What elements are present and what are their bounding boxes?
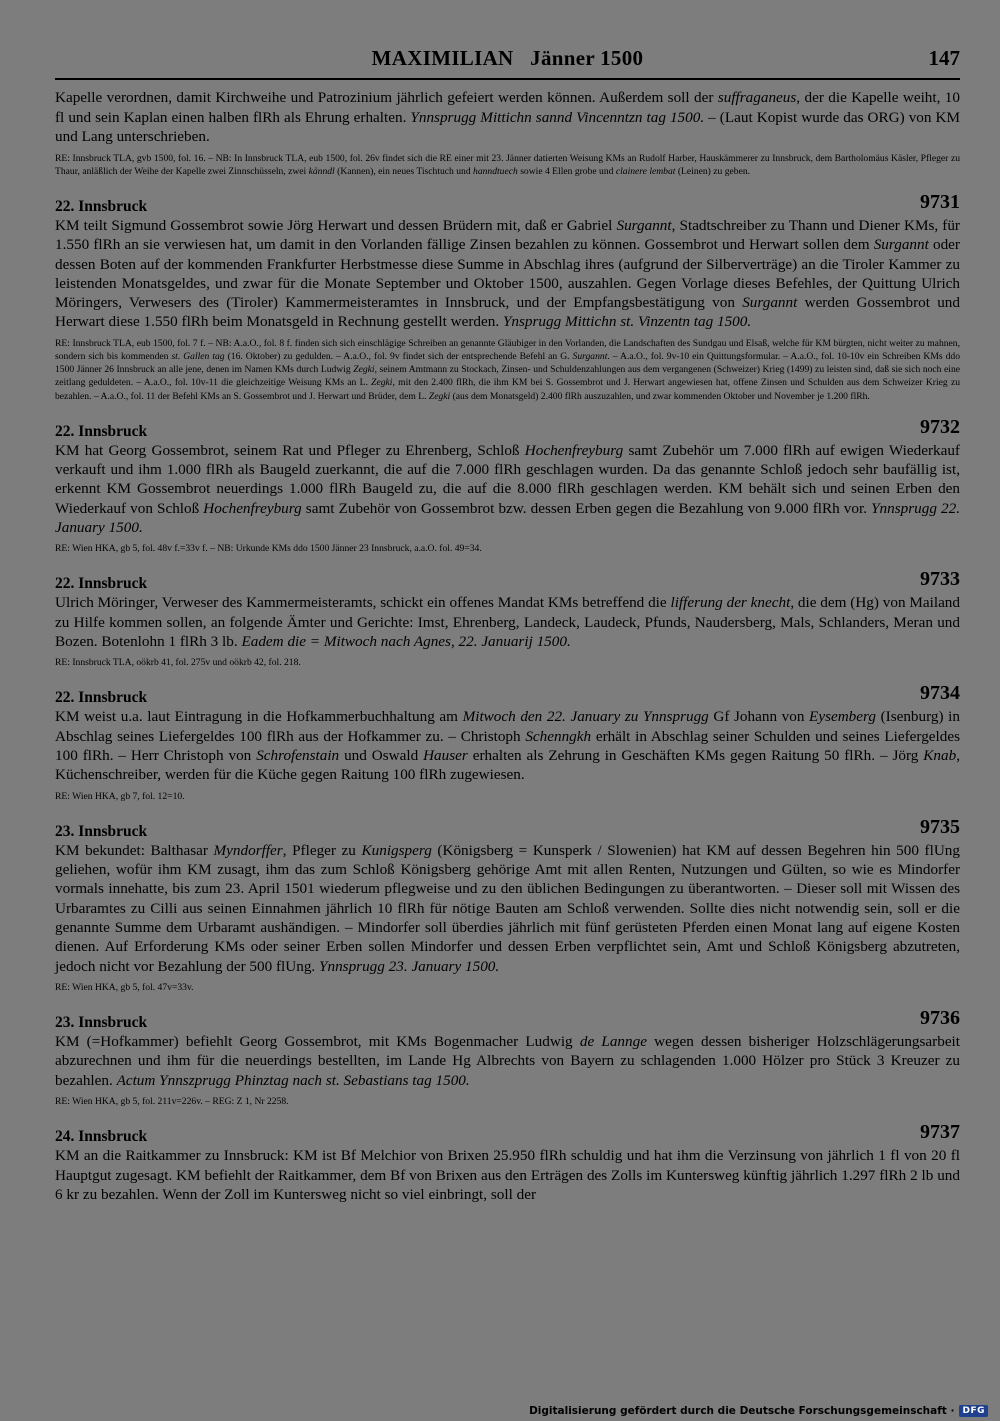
- italic-text: suffraganeus: [717, 89, 797, 106]
- text: erhält in Abschlag seiner Schulden und seines Liefergeldes 100 flRh. – Herr Christoph von: [55, 727, 960, 765]
- entry-number: 9733: [920, 568, 960, 591]
- entry-heading: [55, 415, 960, 441]
- italic-text: clainere lembat: [615, 165, 676, 177]
- text: werden Gossembrot und Herwart diese 1.550 flRh beim Monatsgeld in Rechnung gestellt werden.: [55, 294, 960, 331]
- entry-heading: [55, 1007, 960, 1032]
- italic-text: Schenngkh: [525, 727, 592, 745]
- text: KM bekundet: Balthasar: [55, 841, 214, 859]
- entry-number: 9735: [920, 815, 960, 838]
- entry-body: KM an die Raitkammer zu Innsbruck: KM ist Bf Melchior von Brixen 25.950 flRh schuldig und hat ihm die Verzinsung von jährlich 1 fl von 20 fl Hauptgut zugesagt. KM befiehlt der Raitkammer, dem Bf von Brixen aus den Erträgen des Zolls im Kuntersweg künftig jährlich 1.297 flRh 2 lb und 6 kr zu bezahlen. Wenn der Zoll im Kuntersweg nicht so viel einbringt, soll der: [55, 1147, 960, 1203]
- footer-credit: [529, 1405, 988, 1417]
- italic-text: Zegki: [428, 390, 451, 402]
- italic-text: Ynnsprugg 23. January 1500.: [319, 957, 500, 975]
- entry-reference: RE: Innsbruck TLA, oökrb 41, fol. 275v und oökrb 42, fol. 218.: [55, 657, 301, 669]
- italic-text: Surgannt: [616, 216, 672, 234]
- text: KM hat Georg Gossembrot, seinem Rat und Pfleger zu Ehrenberg, Schloß: [55, 441, 525, 459]
- dfg-logo-icon: DFG: [959, 1405, 988, 1417]
- italic-text: Eadem die = Mitwoch nach Agnes, 22. Januarij 1500.: [241, 632, 571, 650]
- text: sowie 4 Ellen grobe und: [517, 165, 616, 177]
- italic-text: känndl: [308, 165, 335, 177]
- entry-heading: [55, 815, 960, 841]
- italic-text: Myndorffer: [213, 841, 283, 859]
- italic-text: Hauser: [423, 747, 468, 765]
- text: , seinem Amtmann zu Stockach, Zinsen- und Schuldenzahlungen aus dem vergangenen (Schweizer) Krieg (1499) zu leisten sind, daß sie sich noch eine zeitlang geduldeten. – A.a.O., fol. 10v-11 die gleichzeitige Weisung KMs an L.: [55, 364, 960, 389]
- text: , Pfleger zu: [282, 841, 362, 859]
- entry-reference: RE: Wien HKA, gb 5, fol. 211v=226v. – REG: Z 1, Nr 2258.: [55, 1096, 289, 1108]
- intro-reference: [55, 152, 960, 178]
- entry-date-place: 23. Innsbruck: [55, 1014, 148, 1032]
- entry-9731: [55, 190, 961, 403]
- entry-body: [55, 841, 960, 976]
- italic-text: Surgannt: [572, 350, 608, 362]
- text: Gf Johann von: [708, 708, 810, 726]
- text: wegen dessen bisheriger Holzschlägerungsarbeit abzurechnen und ihm für die neuerdings bestellten, im Lande Hg Albrechts von Bayern zu schlagenden 1.000 Hölzer pro Stück 3 Kreuzer zu bezahlen.: [55, 1033, 961, 1089]
- text: (16. Oktober) zu gedulden. – A.a.O., fol. 9v findet sich der entsprechende Befehl an G.: [224, 350, 573, 362]
- text: KM teilt Sigmund Gossembrot sowie Jörg Herwart und dessen Brüdern mit, daß er Gabriel: [55, 216, 617, 234]
- text: samt Zubehör von Gossembrot bzw. dessen Erben gegen die Bezahlung von 9.000 flRh vor.: [301, 499, 872, 517]
- entry-9733: [55, 568, 960, 669]
- entry-number: 9732: [920, 415, 960, 438]
- italic-text: Surgannt: [742, 294, 798, 312]
- entry-body: [55, 707, 960, 784]
- running-title: MAXIMILIAN Jänner 1500: [371, 46, 644, 70]
- running-header: [55, 44, 960, 80]
- entry-body: [55, 216, 960, 332]
- entry-heading: [55, 1121, 960, 1146]
- page: [55, 44, 960, 1204]
- italic-text: Ynsprugg Mittichn st. Vinzentn tag 1500.: [502, 313, 752, 331]
- italic-text: st. Gallen tag: [171, 350, 225, 362]
- text: erhalten als Zehrung in Geschäften KMs gegen Raitung 50 flRh. – Jörg: [467, 747, 924, 765]
- text: samt Zubehör um 7.000 flRh auf ewigen Wiederkauf verkauft und ihm 1.000 flRh als Baugeld zuerkannt, die auf die 7.000 flRh geschlagen wurden. Da das genannte Schloß jedoch sehr baufällig ist, erkennt KM Gossembrot neuerdings 1.000 flRh Baugeld zu, die auf die 8.000 flRh geschlagen werden. KM behält sich und seinen Erben den Wiederkauf von Schloß: [55, 441, 960, 517]
- entry-number: 9736: [920, 1007, 960, 1030]
- entry-body: [55, 441, 960, 537]
- text: (Leinen) zu geben.: [675, 165, 751, 177]
- text: Ulrich Möringer, Verweser des Kammermeisteramts, schickt ein offenes Mandat KMs betreffend die: [55, 594, 671, 612]
- entry-body: [55, 593, 960, 651]
- italic-text: lifferung der knecht: [670, 594, 791, 612]
- italic-text: Actum Ynnszprugg Phinztag nach st. Sebastians tag 1500.: [116, 1071, 470, 1089]
- text: RE: Innsbruck TLA, gvb 1500, fol. 16. – NB: In Innsbruck TLA, eub 1500, fol. 26v findet sich die RE einer mit 23. Jänner datierten Weisung KMs an Rudolf Harber, Hauskämmerer zu Innsbruck, dem Bartholomäus Käsler, Pfleger zu Thaur, anläßlich der Weihe der Kapelle zwei Zinnschüsseln, zwei: [55, 152, 960, 177]
- italic-text: Eysemberg: [809, 708, 876, 726]
- entry-reference: [55, 337, 960, 403]
- text: , der die Kapelle weiht, 10 fl und sein Kaplan einen halben flRh als Ehrung erhalten.: [55, 89, 960, 126]
- text: RE: Innsbruck TLA, eub 1500, fol. 7 f. – NB: A.a.O., fol. 8 f. finden sich sich einschlägige Schreiben an genannte Gläubiger in den Vorlanden, die Landschaften des Sundgau und Elsaß, welche für KM bürgten, nicht weiter zu mahnen, sondern sich bis kommenden: [55, 337, 960, 362]
- italic-text: hanndtuech: [473, 165, 518, 177]
- text: und Oswald: [339, 747, 424, 765]
- text: (Kannen), ein neues Tischtuch und: [334, 165, 474, 177]
- italic-text: Schrofenstain: [256, 747, 340, 765]
- entry-heading: [55, 682, 960, 707]
- entry-9732: [55, 415, 960, 556]
- entry-heading: [55, 568, 960, 593]
- entry-body: [55, 1032, 960, 1090]
- text: , Küchenschreiber, werden für die Küche gegen Raitung 100 flRh zugewiesen.: [55, 747, 960, 784]
- text: KM weist u.a. laut Eintragung in die Hofkammerbuchhaltung am: [55, 708, 463, 726]
- text: – (Laut Kopist wurde das ORG) von KM und Lang unterschrieben.: [55, 108, 960, 145]
- text: oder dessen Boten auf der kommenden Frankfurter Herbstmesse diese Summe in Abschlag ihres (aufgrund der Silberverträge) an die Tiroler Kammer zu leistenden Monatsgeldes, und zwar für die Monate September und Oktober 1500, auszahlen. Gegen Vorlage dieses Befehles, der Quittung Ulrich Möringers, Verwesers des (Tiroler) Kammermeisteramtes in Innsbruck, und der Empfangsbestätigung von: [55, 236, 960, 312]
- entry-number: 9737: [920, 1121, 960, 1144]
- entry-number: 9731: [920, 190, 960, 213]
- italic-text: Zegki: [371, 377, 393, 389]
- entry-9735: [55, 815, 960, 994]
- entry-reference: RE: Wien HKA, gb 5, fol. 47v=33v.: [55, 981, 194, 993]
- entry-reference: RE: Wien HKA, gb 5, fol. 48v f.=33v f. – NB: Urkunde KMs ddo 1500 Jänner 23 Innsbruck, a.a.O. fol. 49=34.: [55, 543, 482, 555]
- footer-text: Digitalisierung gefördert durch die Deutsche Forschungsgemeinschaft ·: [529, 1405, 955, 1417]
- text: KM (=Hofkammer) befiehlt Georg Gossembrot, mit KMs Bogenmacher Ludwig: [55, 1033, 580, 1051]
- italic-text: Zegki: [353, 364, 375, 376]
- text: (aus dem Monatsgeld) 2.400 flRh auszuzahlen, und zwar kommenden Oktober und November je 1.200 flRh.: [450, 390, 870, 402]
- entry-date-place: 23. Innsbruck: [55, 822, 148, 840]
- entry-date-place: 22. Innsbruck: [55, 197, 148, 215]
- entry-9734: [55, 682, 960, 802]
- entry-date-place: 22. Innsbruck: [55, 422, 148, 440]
- italic-text: Kunigsperg: [361, 841, 432, 859]
- italic-text: Ynnsprugg 22. January 1500.: [55, 499, 960, 536]
- entry-9737: [55, 1121, 960, 1204]
- italic-text: Ynnsprugg Mittichn sannd Vincenntzn tag 1500.: [410, 108, 705, 126]
- text: . – A.a.O., fol. 9v-10 ein Quittungsformular. – A.a.O., fol. 10-10v ein Schreiben KMs ddo 1500 Jänner 26 Innsbruck an alle jene, denen im Namen KMs durch Ludwig: [55, 350, 961, 376]
- entry-9736: [55, 1007, 961, 1108]
- entry-heading: [55, 190, 960, 216]
- text: , mit den 2.400 flRh, die ihm KM bei S. Gossembrot und J. Herwart angewiesen hat, offene Zinsen und Schulden aus dem Schweizer Krieg zu bezahlen. – A.a.O., fol. 11 der Befehl KMs an S. Gossembrot und J. Herwart und Brüder, dem L.: [55, 377, 960, 402]
- entry-number: 9734: [920, 682, 960, 705]
- italic-text: Mitwoch den 22. January zu Ynnsprugg: [462, 708, 709, 726]
- entry-date-place: 22. Innsbruck: [55, 575, 148, 593]
- text: (Königsberg = Kunsperk / Slowenien) hat KM auf dessen Begehren hin 500 flUng geliehen, wofür ihm KM zusagt, ihm das zum Schloß Königsberg gehörige Amt mit allen Renten, Nutzungen und Gülten, so wie es Mindorfer vormals innehatte, bis zum 23. April 1501 wiederum pflegweise und zu den üblichen Bedingungen zu überantworten. – Dieser soll mit Wissen des Urbaramtes zu Cilli aus seinen Einnahmen jährlich 10 flRh für nötige Bauten am Schloß verwenden. Sollte dies nicht notwendig sein, soll er die genannte Summe dem Urbaramt aushändigen. – Mindorfer soll überdies jährlich mit fünf gerüsteten Pferden einen Monat lang auf eigene Kosten dienen. Auf Erforderung KMs oder seiner Erben sollen Mindorfer und dessen Erben verpflichtet sein, Amt und Schloß Königsberg abzutreten, jedoch nicht vor Bezahlung der 500 flUng.: [55, 841, 960, 975]
- text: , die dem (Hg) von Mailand zu Hilfe kommen sollen, an folgende Ämter und Gerichte: Imst, Ehrenberg, Landeck, Laudeck, Pfunds, Naudersberg, Mals, Schlanders, Meran und Bozen. Botenlohn 1 flRh 3 lb.: [55, 594, 960, 650]
- entry-date-place: 24. Innsbruck: [55, 1128, 148, 1146]
- italic-text: Hochenfreyburg: [524, 441, 624, 459]
- italic-text: de Lannge: [579, 1033, 647, 1051]
- text: Kapelle verordnen, damit Kirchweihe und Patrozinium jährlich gefeiert werden können. Außerdem soll der: [55, 89, 718, 106]
- entry-reference: RE: Wien HKA, gb 7, fol. 12=10.: [55, 790, 185, 802]
- italic-text: Surgannt: [873, 236, 929, 254]
- italic-text: Knab: [923, 747, 957, 765]
- text: , Stadtschreiber zu Thann und Diener KMs, für 1.550 flRh an sie verwiesen hat, um damit in den Vorlanden fällige Zinsen bezahlen zu können. Gossembrot und Herwart sollen dem: [55, 216, 960, 254]
- text: (Isenburg) in Abschlag seines Liefergeldes 100 flRh aus der Hofkammer zu. – Christoph: [55, 708, 960, 745]
- page-number: 147: [928, 46, 960, 70]
- entry-date-place: 22. Innsbruck: [55, 689, 148, 707]
- italic-text: Hochenfreyburg: [203, 499, 302, 517]
- intro-paragraph: [55, 88, 960, 147]
